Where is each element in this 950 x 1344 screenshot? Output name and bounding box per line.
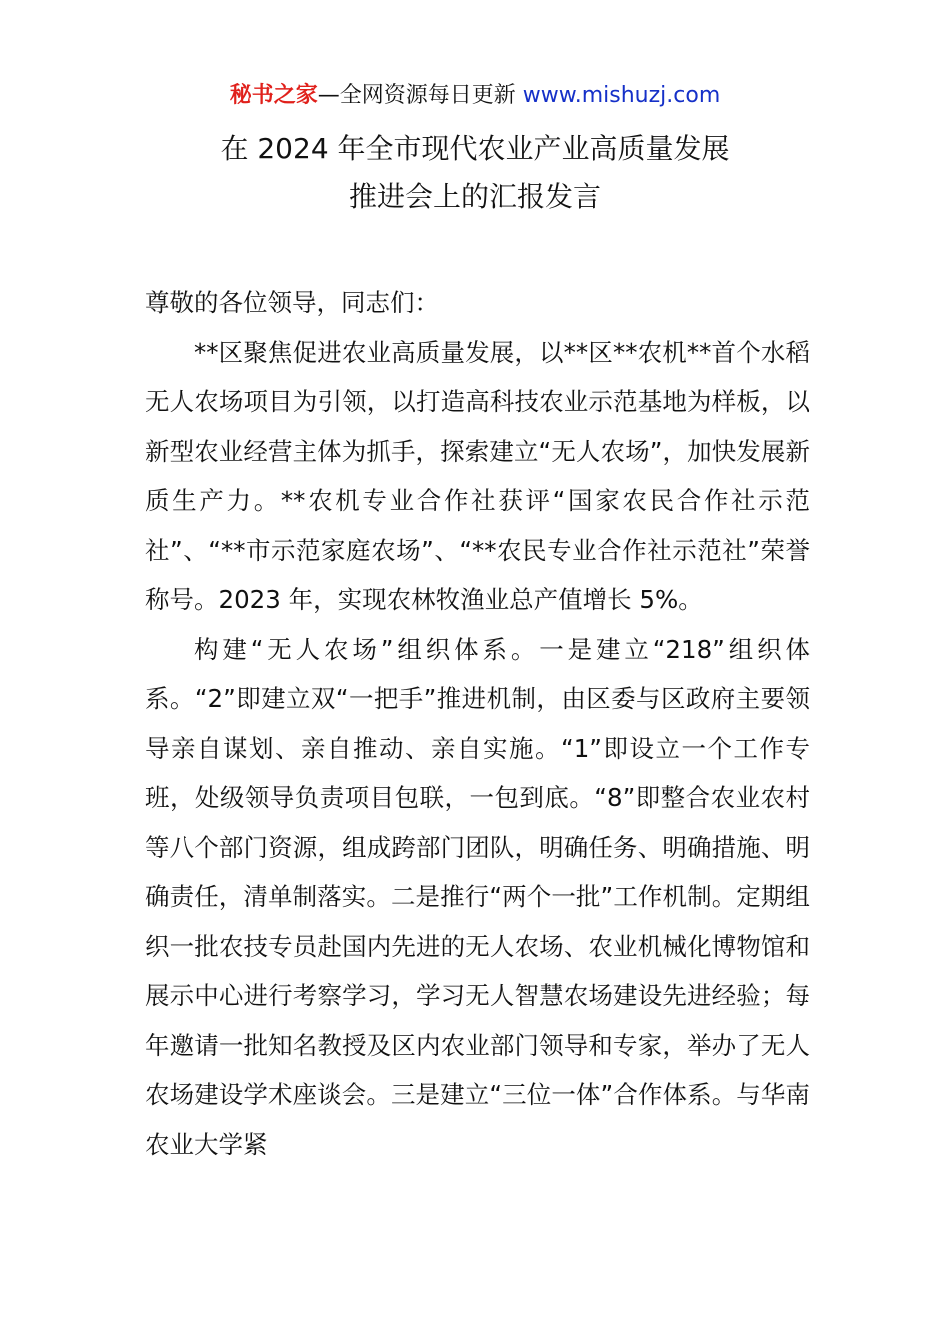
site-brand: 秘书之家	[229, 83, 318, 108]
document-title-line-1: 在 2024 年全市现代农业产业高质量发展	[220, 132, 730, 165]
paragraph-1: **区聚焦促进农业高质量发展，以**区**农机**首个水稻无人农场项目为引领，以打造高科技农业示范基地为样板，以新型农业经营主体为抓手，探索建立“无人农场”，加快发展新质生产力。**农机专业合作社获评“国家农民合作社示范社”、“**市示范家庭农场”、“**农民专业合作社示范社”荣誉称号。2023 年，实现农林牧渔业总产值增长 5%。	[145, 337, 810, 614]
document-body	[145, 278, 810, 1169]
salutation: 尊敬的各位领导，同志们：	[145, 288, 439, 317]
site-header	[0, 80, 950, 112]
site-tagline: —全网资源每日更新	[317, 83, 516, 108]
paragraph-2: 构建“无人农场”组织体系。一是建立“218”组织体系。“2”即建立双“一把手”推进机制，由区委与区政府主要领导亲自谋划、亲自推动、亲自实施。“1”即设立一个工作专班，处级领导负责项目包联，一包到底。“8”即整合农业农村等八个部门资源，组成跨部门团队，明确任务、明确措施、明确责任，清单制落实。二是推行“两个一批”工作机制。定期组织一批农技专员赴国内先进的无人农场、农业机械化博物馆和展示中心进行考察学习，学习无人智慧农场建设先进经验；每年邀请一批知名教授及区内农业部门领导和专家，举办了无人农场建设学术座谈会。三是建立“三位一体”合作体系。与华南农业大学紧	[145, 634, 810, 1159]
document-title-line-2: 推进会上的汇报发言	[348, 180, 601, 213]
site-url-link[interactable]: www.mishuzj.com	[522, 83, 721, 108]
